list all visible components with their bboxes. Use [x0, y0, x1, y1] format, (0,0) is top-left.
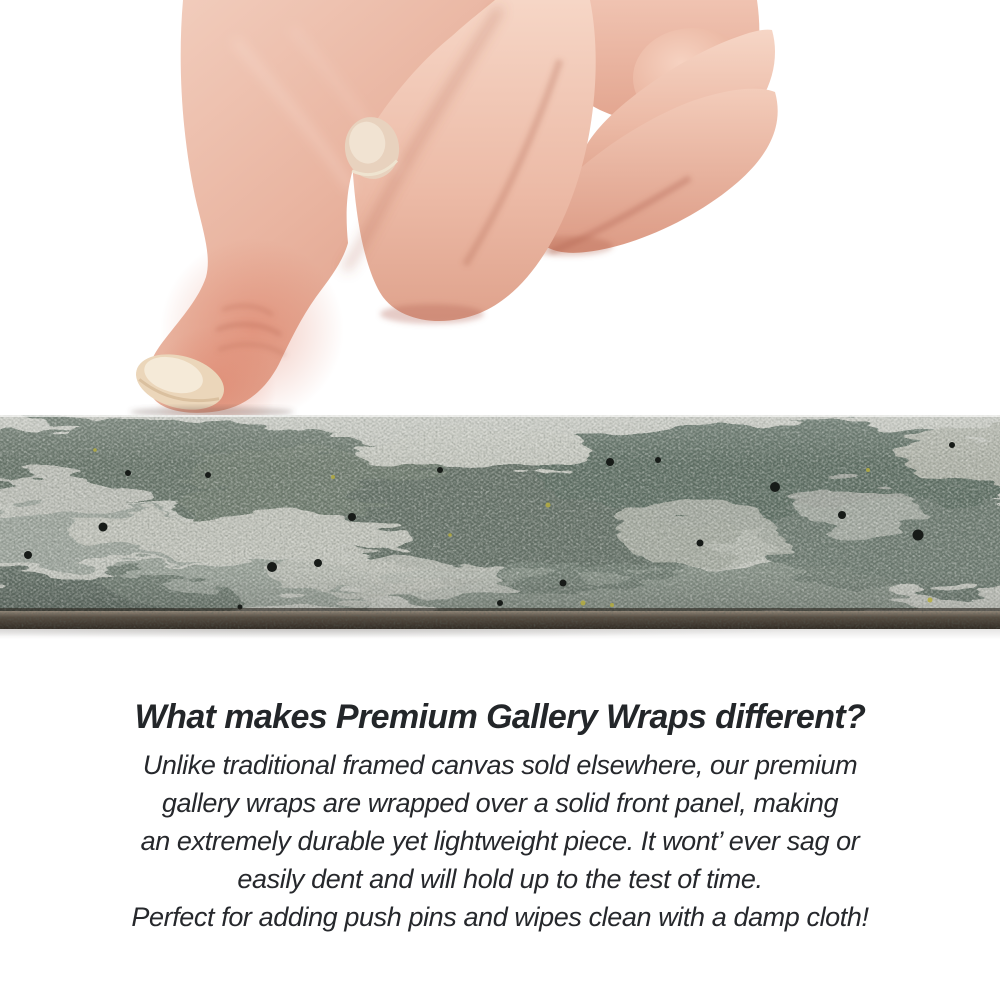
edge-seam	[0, 608, 1000, 611]
body-line-1: Unlike traditional framed canvas sold elsewhere, our premium	[142, 750, 858, 781]
canvas-texture	[0, 415, 1000, 629]
body-line-5: Perfect for adding push pins and wipes clean with a damp cloth!	[131, 902, 869, 933]
body-line-4: easily dent and will hold up to the test of time.	[237, 864, 763, 895]
canvas-edge-photo	[0, 415, 1000, 629]
canvas-drop-shadow	[0, 629, 1000, 641]
body-line-3: an extremely durable yet lightweight piece. It wont’ ever sag or	[140, 826, 860, 857]
hand-pressing-photo	[0, 0, 1000, 416]
copy-block	[0, 698, 1000, 936]
body-line-2: gallery wraps are wrapped over a solid front panel, making	[161, 788, 839, 819]
headline: What makes Premium Gallery Wraps different?	[134, 698, 866, 736]
hand-illustration	[0, 0, 1000, 416]
